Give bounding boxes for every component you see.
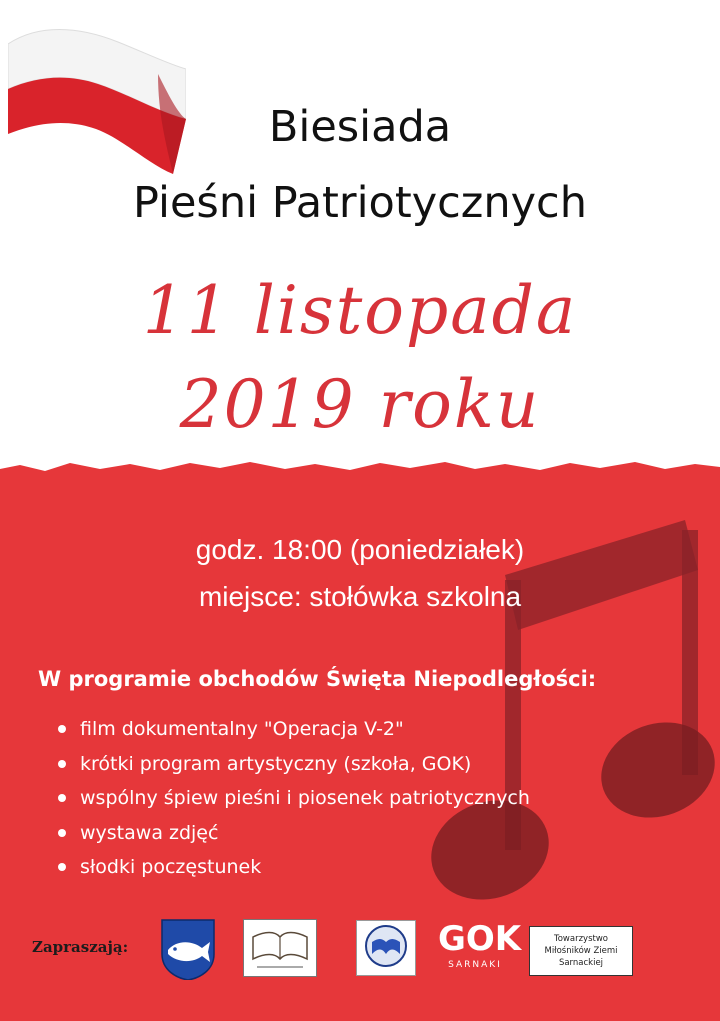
invite-label: Zapraszają: (32, 938, 129, 956)
title-line-2: Pieśni Patriotycznych (133, 178, 587, 228)
bullet-icon (58, 725, 66, 733)
bullet-icon (58, 863, 66, 871)
society-logo (529, 926, 633, 976)
school-logo-icon (356, 920, 416, 976)
date-line-2: 2019 roku (179, 366, 541, 443)
society-line-1: Towarzystwo (553, 934, 608, 944)
gok-logo-subtext: SARNAKI (448, 960, 502, 970)
program-item-2: krótki program artystyczny (szkoła, GOK) (80, 752, 472, 775)
list-item (58, 712, 530, 747)
program-list (58, 712, 530, 885)
bullet-icon (58, 794, 66, 802)
bullet-icon (58, 829, 66, 837)
title-line-1: Biesiada (268, 102, 452, 152)
list-item (58, 850, 530, 885)
event-time: godz. 18:00 (poniedziałek) (195, 534, 525, 565)
list-item (58, 781, 530, 816)
program-heading: W programie obchodów Święta Niepodległości: (38, 667, 597, 691)
date-line-1: 11 listopada (142, 272, 578, 349)
event-place: miejsce: stołówka szkolna (198, 581, 522, 612)
program-item-4: wystawa zdjęć (80, 821, 219, 844)
list-item (58, 816, 530, 851)
bullet-icon (58, 760, 66, 768)
gok-logo (438, 919, 522, 976)
fish-crest-icon (160, 918, 216, 980)
program-item-1: film dokumentalny "Operacja V-2" (80, 718, 404, 741)
book-logo-icon (243, 919, 317, 977)
society-line-3: Sarnackiej (558, 958, 604, 968)
program-item-5: słodki poczęstunek (80, 856, 262, 879)
program-item-3: wspólny śpiew pieśni i piosenek patriotycznych (80, 787, 530, 810)
society-line-2: Miłośników Ziemi (544, 946, 618, 956)
list-item (58, 747, 530, 782)
gok-logo-text: GOK (438, 919, 522, 959)
